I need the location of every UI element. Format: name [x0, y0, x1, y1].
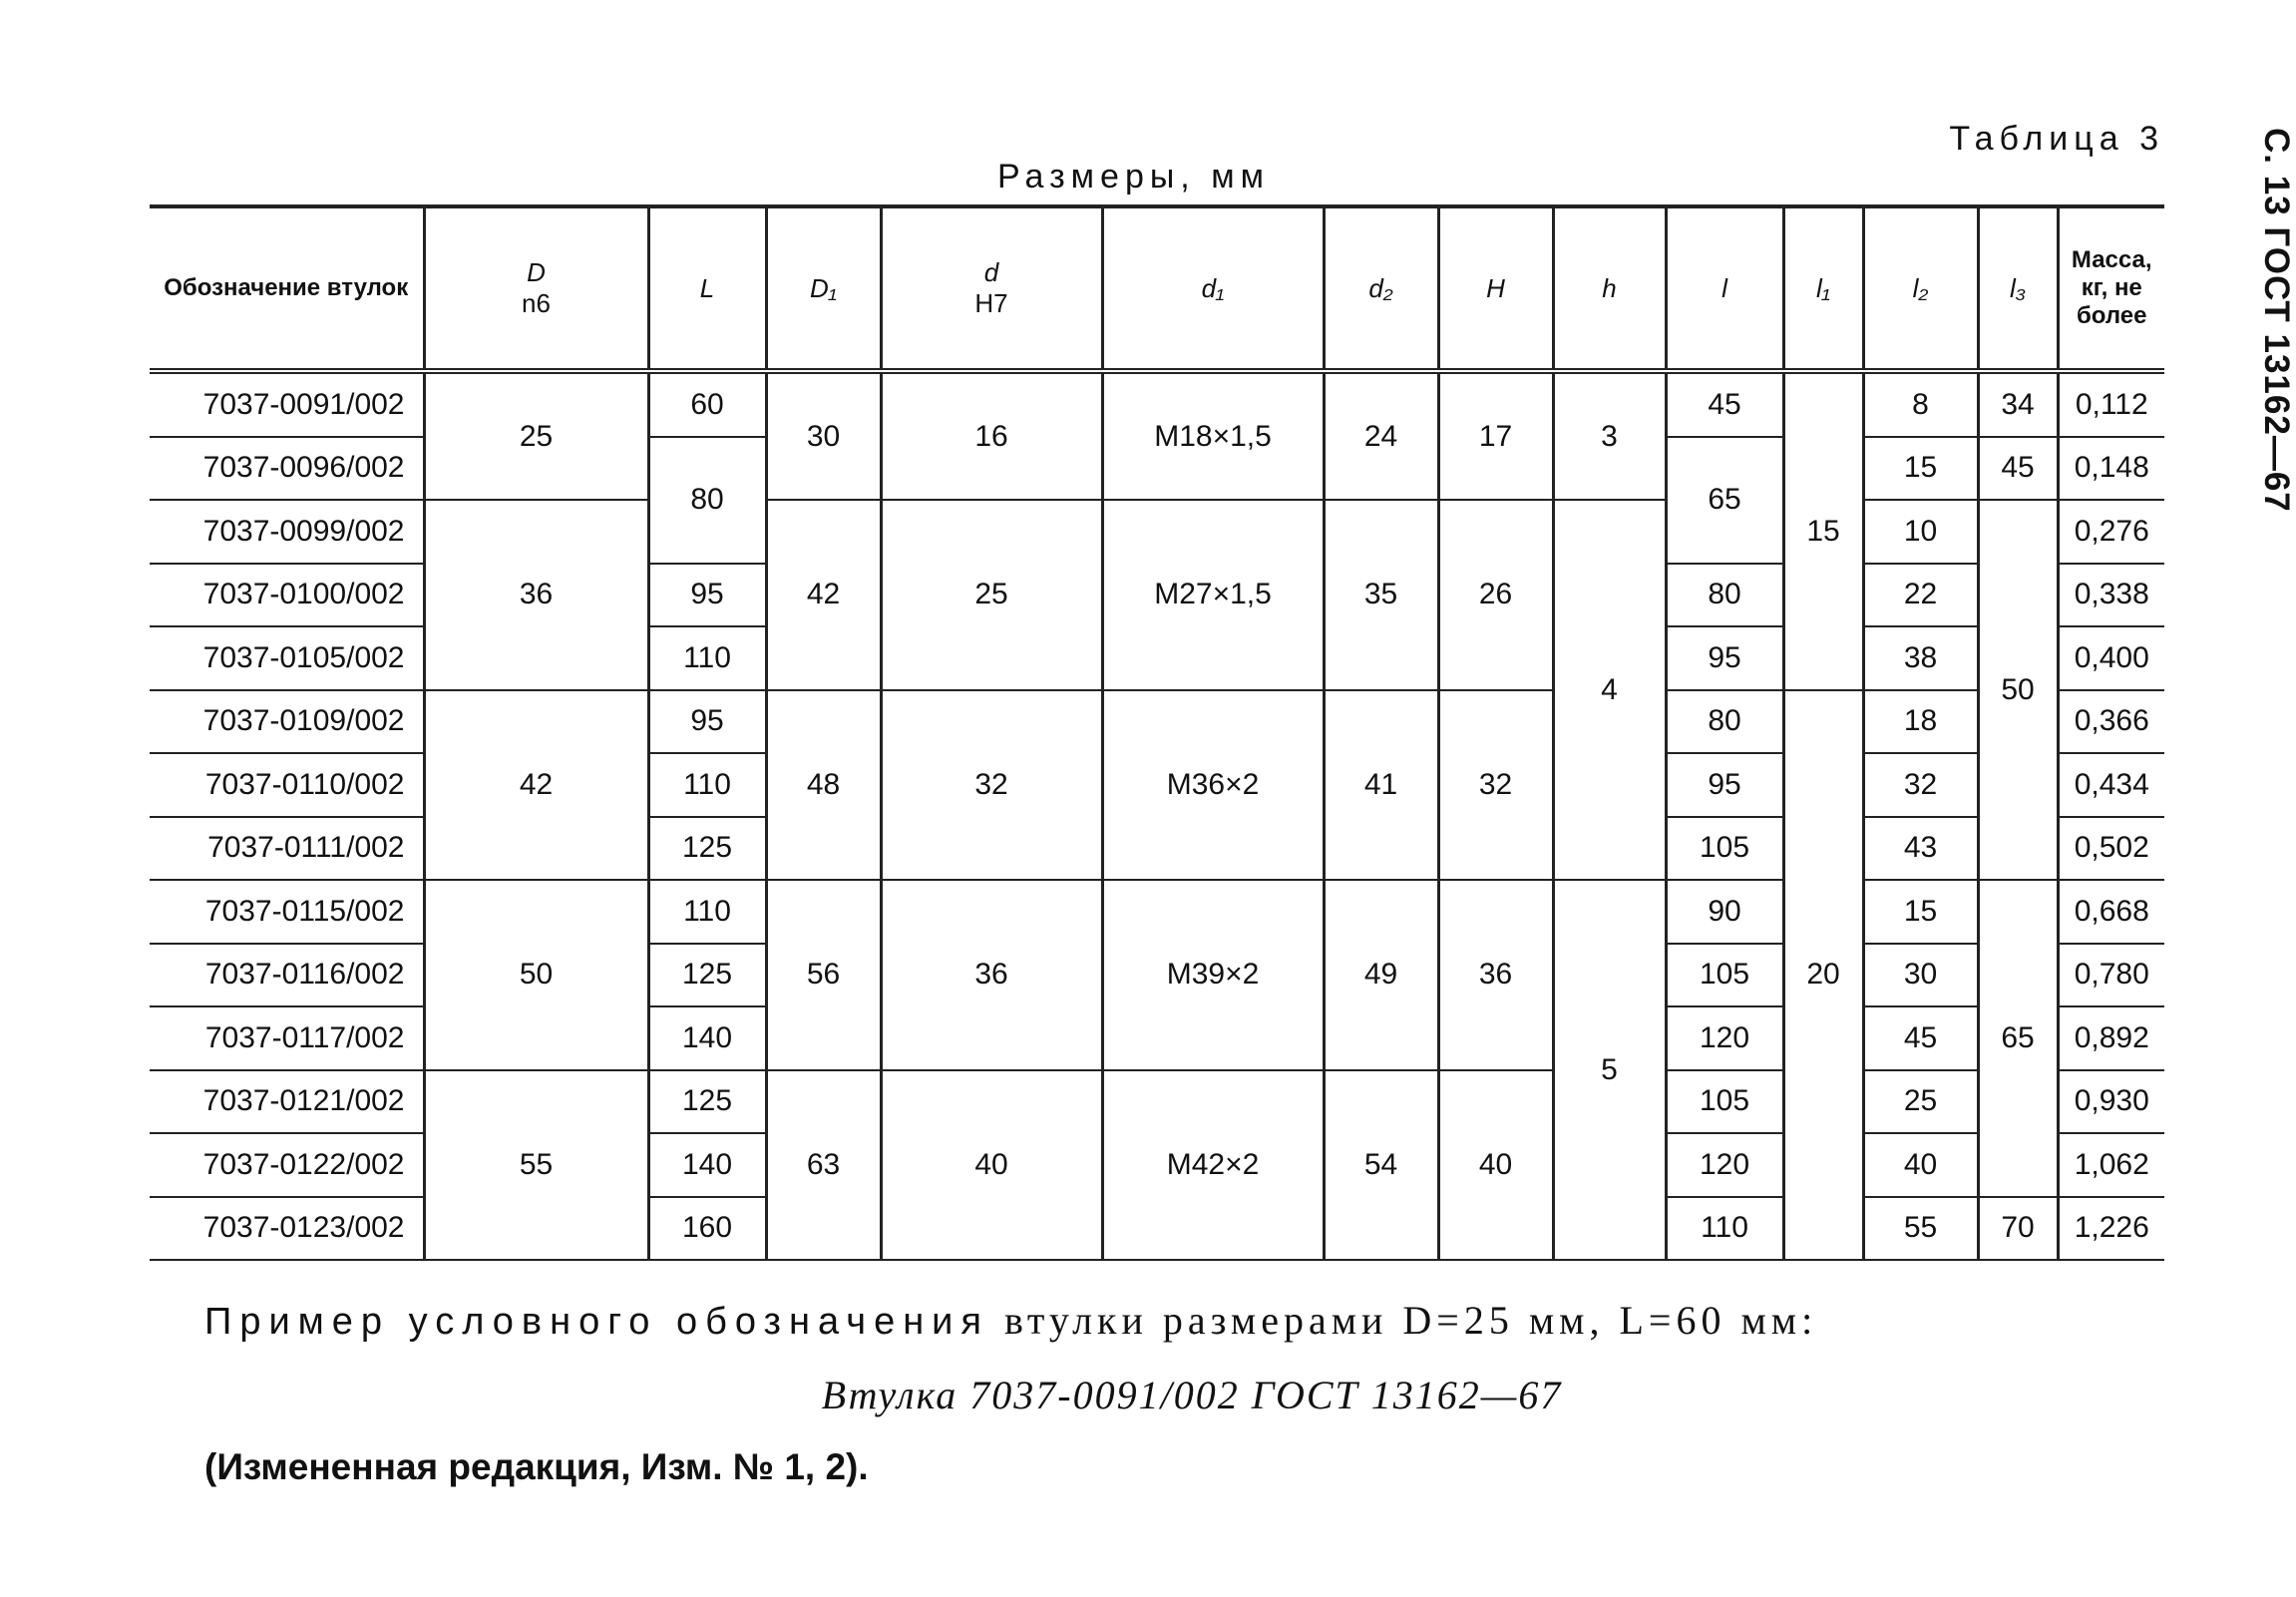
D-cell: 55	[424, 1070, 648, 1261]
l-cell: 110	[1666, 1197, 1783, 1261]
mass-cell: 0,338	[2058, 564, 2164, 627]
d-cell: 40	[881, 1070, 1102, 1261]
D-cell: 36	[424, 500, 648, 690]
mass-cell: 0,400	[2058, 626, 2164, 690]
table-row	[150, 690, 2164, 754]
mass-cell: 0,780	[2058, 944, 2164, 1007]
L-cell: 110	[648, 626, 766, 690]
L-cell: 95	[648, 564, 766, 627]
l2-cell: 43	[1863, 817, 1978, 881]
l2-cell: 10	[1863, 500, 1978, 564]
l-cell: 105	[1666, 1070, 1783, 1134]
l-cell: 80	[1666, 564, 1783, 627]
mass-cell: 0,892	[2058, 1006, 2164, 1070]
designation-cell: 7037-0116/002	[150, 944, 424, 1007]
amendment-note: (Измененная редакция, Изм. № 1, 2).	[204, 1446, 869, 1487]
d-cell: 25	[881, 500, 1102, 690]
designation-cell: 7037-0100/002	[150, 564, 424, 627]
example-designation: Втулка 7037-0091/002 ГОСТ 13162—67	[821, 1373, 1563, 1417]
header-d1: d₁	[1102, 206, 1324, 371]
header-l2: l₂	[1863, 206, 1978, 371]
l3-cell: 70	[1978, 1197, 2058, 1261]
header-mass: Масса, кг, не более	[2058, 206, 2164, 371]
d1-thread-cell: M36×2	[1102, 690, 1324, 881]
L-cell: 140	[648, 1006, 766, 1070]
h-cell: 4	[1553, 500, 1666, 880]
mass-cell: 0,668	[2058, 880, 2164, 944]
H-cell: 26	[1438, 500, 1553, 690]
H-cell: 36	[1438, 880, 1553, 1070]
d1-thread-cell: M42×2	[1102, 1070, 1324, 1261]
header-L: L	[648, 206, 766, 371]
l-cell: 120	[1666, 1006, 1783, 1070]
l-cell: 95	[1666, 753, 1783, 817]
mass-cell: 0,276	[2058, 500, 2164, 564]
header-H: H	[1438, 206, 1553, 371]
mass-cell: 0,434	[2058, 753, 2164, 817]
d2-cell: 54	[1324, 1070, 1438, 1261]
L-cell: 125	[648, 944, 766, 1007]
l2-cell: 15	[1863, 437, 1978, 501]
D-cell: 25	[424, 371, 648, 500]
l2-cell: 45	[1863, 1006, 1978, 1070]
d1-thread-cell: M18×1,5	[1102, 371, 1324, 500]
d1-thread-cell: M39×2	[1102, 880, 1324, 1070]
header-D1: D₁	[766, 206, 881, 371]
h-cell: 3	[1553, 371, 1666, 500]
l-cell: 120	[1666, 1133, 1783, 1197]
header-l3: l₃	[1978, 206, 2058, 371]
D1-cell: 48	[766, 690, 881, 881]
l3-cell: 45	[1978, 437, 2058, 501]
d2-cell: 41	[1324, 690, 1438, 881]
L-cell: 110	[648, 753, 766, 817]
designation-cell: 7037-0091/002	[150, 371, 424, 437]
table-row	[150, 371, 2164, 437]
designation-cell: 7037-0123/002	[150, 1197, 424, 1261]
D1-cell: 56	[766, 880, 881, 1070]
l2-cell: 8	[1863, 371, 1978, 437]
l2-cell: 32	[1863, 753, 1978, 817]
L-cell: 125	[648, 817, 766, 881]
mass-cell: 1,226	[2058, 1197, 2164, 1261]
table-number: Таблица 3	[1949, 120, 2164, 158]
mass-cell: 0,366	[2058, 690, 2164, 754]
l-cell: 65	[1666, 437, 1783, 564]
designation-cell: 7037-0111/002	[150, 817, 424, 881]
l3-cell: 65	[1978, 880, 2058, 1197]
table-header-row	[150, 206, 2164, 371]
example-dimensions: D=25 мм, L=60 мм:	[1402, 1298, 1818, 1343]
d2-cell: 49	[1324, 880, 1438, 1070]
l2-cell: 15	[1863, 880, 1978, 944]
designation-cell: 7037-0109/002	[150, 690, 424, 754]
l-cell: 95	[1666, 626, 1783, 690]
L-cell: 140	[648, 1133, 766, 1197]
l-cell: 80	[1666, 690, 1783, 754]
l-cell: 90	[1666, 880, 1783, 944]
D-cell: 50	[424, 880, 648, 1070]
mass-cell: 0,112	[2058, 371, 2164, 437]
example-line	[204, 1297, 2060, 1344]
header-designation: Обозначение втулок	[150, 206, 424, 371]
header-l1: l₁	[1783, 206, 1863, 371]
d2-cell: 24	[1324, 371, 1438, 500]
header-h: h	[1553, 206, 1666, 371]
notes-section	[204, 1297, 2060, 1488]
l2-cell: 22	[1863, 564, 1978, 627]
l2-cell: 18	[1863, 690, 1978, 754]
designation-cell: 7037-0110/002	[150, 753, 424, 817]
designation-cell: 7037-0122/002	[150, 1133, 424, 1197]
mass-cell: 0,148	[2058, 437, 2164, 501]
l1-cell: 20	[1783, 690, 1863, 1261]
designation-cell: 7037-0099/002	[150, 500, 424, 564]
H-cell: 40	[1438, 1070, 1553, 1261]
dimensions-table	[150, 204, 2164, 1261]
l-cell: 45	[1666, 371, 1783, 437]
l2-cell: 40	[1863, 1133, 1978, 1197]
l2-cell: 38	[1863, 626, 1978, 690]
d-cell: 16	[881, 371, 1102, 500]
l1-cell: 15	[1783, 371, 1863, 690]
L-cell: 60	[648, 371, 766, 437]
designation-cell: 7037-0096/002	[150, 437, 424, 501]
d-cell: 32	[881, 690, 1102, 881]
header-d: d H7	[881, 206, 1102, 371]
l2-cell: 30	[1863, 944, 1978, 1007]
header-d2: d₂	[1324, 206, 1438, 371]
example-detail: втулки размерами	[1004, 1298, 1388, 1343]
d-cell: 36	[881, 880, 1102, 1070]
mass-cell: 1,062	[2058, 1133, 2164, 1197]
L-cell: 80	[648, 437, 766, 564]
header-D: D n6	[424, 206, 648, 371]
l-cell: 105	[1666, 817, 1783, 881]
designation-cell: 7037-0105/002	[150, 626, 424, 690]
D1-cell: 42	[766, 500, 881, 690]
designation-cell: 7037-0117/002	[150, 1006, 424, 1070]
H-cell: 17	[1438, 371, 1553, 500]
mass-cell: 0,930	[2058, 1070, 2164, 1134]
units-caption: Размеры, мм	[997, 158, 1270, 196]
l-cell: 105	[1666, 944, 1783, 1007]
l3-cell: 50	[1978, 500, 2058, 880]
D1-cell: 63	[766, 1070, 881, 1261]
D-cell: 42	[424, 690, 648, 881]
d2-cell: 35	[1324, 500, 1438, 690]
l2-cell: 55	[1863, 1197, 1978, 1261]
mass-cell: 0,502	[2058, 817, 2164, 881]
l2-cell: 25	[1863, 1070, 1978, 1134]
L-cell: 125	[648, 1070, 766, 1134]
L-cell: 160	[648, 1197, 766, 1261]
designation-cell: 7037-0115/002	[150, 880, 424, 944]
h-cell: 5	[1553, 880, 1666, 1260]
page-reference: С. 13 ГОСТ 13162—67	[2257, 128, 2296, 513]
D1-cell: 30	[766, 371, 881, 500]
l3-cell: 34	[1978, 371, 2058, 437]
L-cell: 95	[648, 690, 766, 754]
d1-thread-cell: M27×1,5	[1102, 500, 1324, 690]
H-cell: 32	[1438, 690, 1553, 881]
L-cell: 110	[648, 880, 766, 944]
example-label: Пример условного обозначения	[204, 1301, 989, 1343]
header-l: l	[1666, 206, 1783, 371]
designation-cell: 7037-0121/002	[150, 1070, 424, 1134]
